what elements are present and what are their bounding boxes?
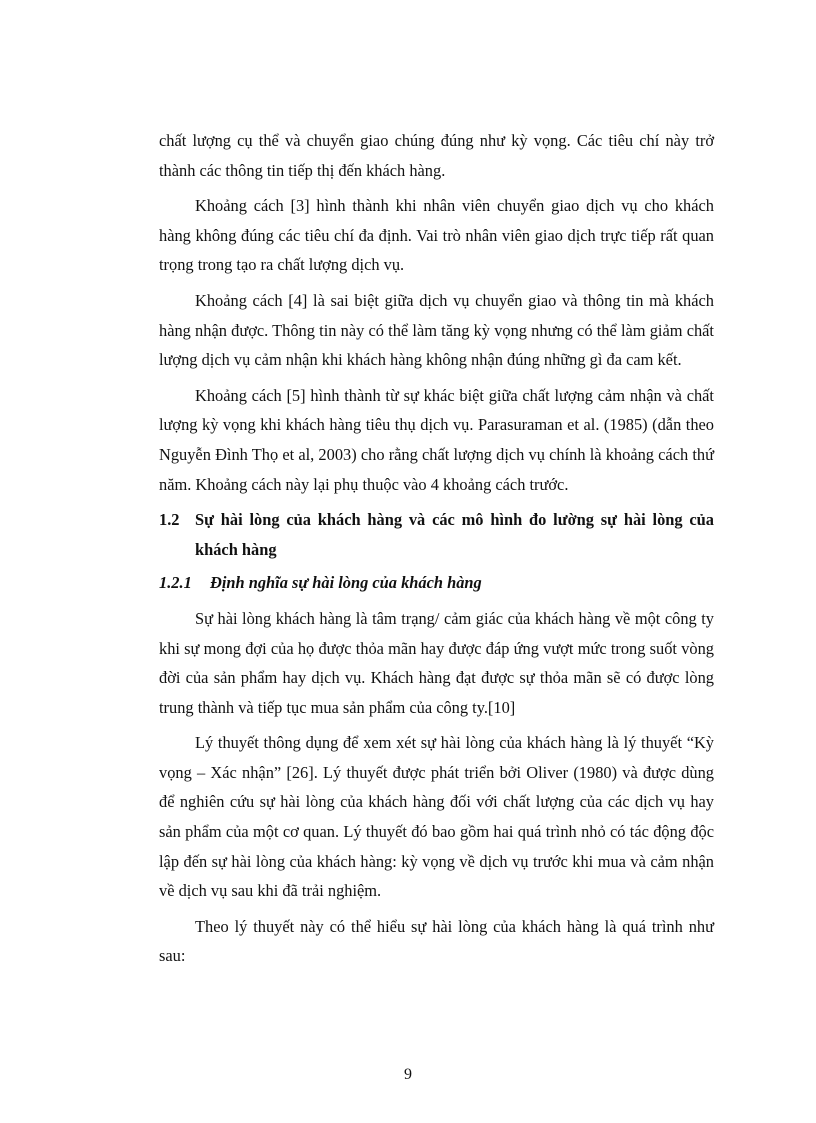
paragraph-gap-5: Khoảng cách [5] hình thành từ sự khác biệt giữa chất lượng cảm nhận và chất lượng kỳ vọng khi khách hàng tiêu thụ dịch vụ. Parasuraman et al. (1985) (dẫn theo Nguyễn Đình Thọ et al, 2003) cho rằng chất lượng dịch vụ chính là khoảng cách thứ năm. Khoảng cách này lại phụ thuộc vào 4 khoảng cách trước. <box>159 385 714 494</box>
paragraph-gap-3: Khoảng cách [3] hình thành khi nhân viên chuyển giao dịch vụ cho khách hàng không đúng các tiêu chí đa định. Vai trò nhân viên giao dịch trực tiếp rất quan trọng trong tạo ra chất lượng dịch vụ. <box>159 196 714 275</box>
subsection-heading <box>159 568 714 598</box>
page-number: 9 <box>404 1066 412 1083</box>
section-title: Sự hài lòng của khách hàng và các mô hình đo lường sự hài lòng của khách hàng <box>195 510 714 559</box>
paragraph-expectation-theory: Lý thuyết thông dụng để xem xét sự hài lòng của khách hàng là lý thuyết “Kỳ vọng – Xác nhận” [26]. Lý thuyết được phát triển bởi Oliver (1980) và được dùng để nghiên cứu sự hài lòng của khách hàng đối với chất lượng của các dịch vụ hay sản phẩm của một cơ quan. Lý thuyết đó bao gồm hai quá trình nhỏ có tác động độc lập đến sự hài lòng của khách hàng: kỳ vọng về dịch vụ trước khi mua và cảm nhận về dịch vụ sau khi đã trải nghiệm. <box>159 733 714 901</box>
section-number: 1.2 <box>159 510 180 530</box>
subsection-title: Định nghĩa sự hài lòng của khách hàng <box>210 573 482 593</box>
subsection-number: 1.2.1 <box>159 573 192 593</box>
paragraph-process-intro: Theo lý thuyết này có thể hiểu sự hài lòng của khách hàng là quá trình như sau: <box>159 916 714 966</box>
paragraph-gap-4: Khoảng cách [4] là sai biệt giữa dịch vụ chuyển giao và thông tin mà khách hàng nhận được. Thông tin này có thể làm tăng kỳ vọng nhưng có thể làm giảm chất lượng dịch vụ cảm nhận khi khách hàng không nhận đúng những gì đa cam kết. <box>159 290 714 370</box>
paragraph-criteria-continuation: chất lượng cụ thể và chuyển giao chúng đúng như kỳ vọng. Các tiêu chí này trở thành các thông tin tiếp thị đến khách hàng. <box>159 131 714 180</box>
section-heading <box>159 505 714 564</box>
page-body <box>159 126 714 971</box>
paragraph-satisfaction-definition: Sự hài lòng khách hàng là tâm trạng/ cảm giác của khách hàng về một công ty khi sự mong đợi của họ được thỏa mãn hay được đáp ứng vượt mức trong suốt vòng đời của sản phẩm hay dịch vụ. Khách hàng đạt được sự thỏa mãn sẽ có được lòng trung thành và tiếp tục mua sản phẩm của công ty.[10] <box>159 608 714 717</box>
